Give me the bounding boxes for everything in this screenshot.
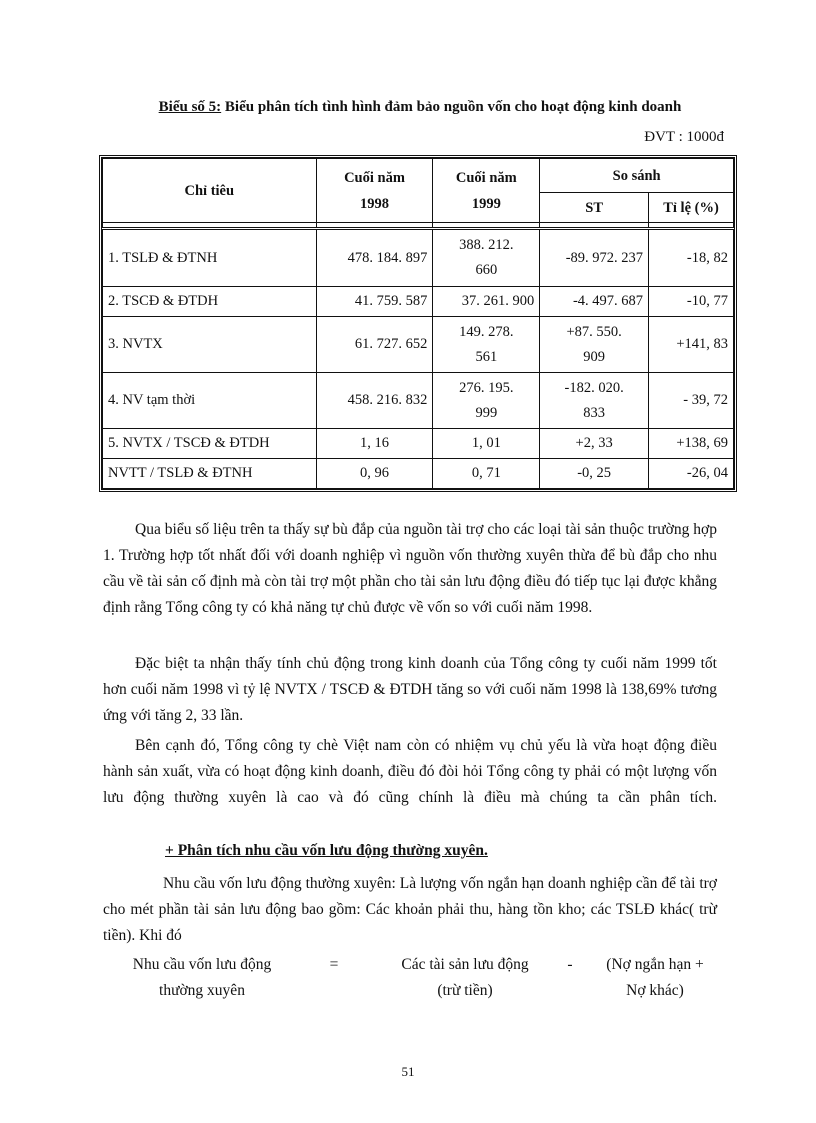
header-compare: So sánh [540, 159, 734, 193]
header-st: ST [540, 193, 649, 223]
capital-table [99, 155, 737, 492]
table-row: 5. NVTX / TSCĐ & ĐTDH 1, 16 1, 01 +2, 33 +138, 69 [103, 429, 734, 459]
paragraph-3: Bên cạnh đó, Tổng công ty chè Việt nam còn có nhiệm vụ chủ yếu là vừa hoạt động điều hành sản xuất, vừa có hoạt động kinh doanh, điều đó đòi hỏi Tổng công ty phải có một lượng vốn lưu động thường xuyên là cao và đó cũng chính là điều mà chúng ta cần phân tích. [103, 737, 717, 806]
paragraph-2: Đặc biệt ta nhận thấy tính chủ động trong kinh doanh của Tổng công ty cuối năm 1999 tốt hơn cuối năm 1998 vì tỷ lệ NVTX / TSCĐ & ĐTDH tăng so với cuối năm 1998 là 138,69% tương ứng với tăng 2, 33 lần. [103, 655, 717, 724]
header-pct: Tỉ lệ (%) [649, 193, 734, 223]
formula-term1: Các tài sản lưu động (trừ tiền) [401, 956, 529, 999]
paragraph-4: Nhu cầu vốn lưu động thường xuyên: Là lượng vốn ngắn hạn doanh nghiệp cần để tài trợ cho mét phần tài sản lưu động bao gồm: Các khoản phải thu, hàng tồn kho; các TSLĐ khác( trừ tiền). Khi đó [103, 875, 717, 944]
table-row: 4. NV tạm thời 458. 216. 832 276. 195. 999 -182. 020. 833 - 39, 72 [103, 373, 734, 429]
formula-equals: = [329, 956, 339, 973]
table-caption [100, 99, 740, 116]
caption-title: Biểu phân tích tình hình đảm bảo nguồn vốn cho hoạt động kinh doanh [224, 99, 682, 115]
page-number: 51 [401, 1064, 415, 1079]
formula-term2: (Nợ ngắn hạn + Nợ khác) [606, 956, 704, 999]
caption-label: Biểu số 5: [158, 99, 222, 115]
formula-lhs: Nhu cầu vốn lưu động thường xuyên [132, 956, 272, 999]
table-row: 3. NVTX 61. 727. 652 149. 278. 561 +87. 550. 909 +141, 83 [103, 317, 734, 373]
formula-minus: - [567, 956, 573, 973]
section-heading: + Phân tích nhu cầu vốn lưu động thường xuyên. [165, 842, 488, 859]
table-row: 2. TSCĐ & ĐTDH 41. 759. 587 37. 261. 900 -4. 497. 687 -10, 77 [103, 287, 734, 317]
table-row: NVTT / TSLĐ & ĐTNH 0, 96 0, 71 -0, 25 -26, 04 [103, 459, 734, 489]
unit-label: ĐVT : 1000đ [644, 129, 724, 145]
header-1998: Cuối năm 1998 [316, 159, 433, 223]
table-row: 1. TSLĐ & ĐTNH 478. 184. 897 388. 212. 660 -89. 972. 237 -18, 82 [103, 229, 734, 287]
paragraph-1: Qua biểu số liệu trên ta thấy sự bù đắp của nguồn tài trợ cho các loại tài sản thuộc trường hợp 1. Trường hợp tốt nhất đối với doanh nghiệp vì nguồn vốn thường xuyên thừa để bù đắp cho nhu cầu về tài sản cố định mà còn tài trợ một phần cho tài sản lưu động điều đó tiếp tục lại được khẳng định rằng Tổng công ty có khả năng tự chủ được về vốn so với cuối năm 1998. [103, 521, 717, 616]
header-indicator: Chỉ tiêu [103, 159, 317, 223]
header-1999: Cuối năm 1999 [433, 159, 540, 223]
